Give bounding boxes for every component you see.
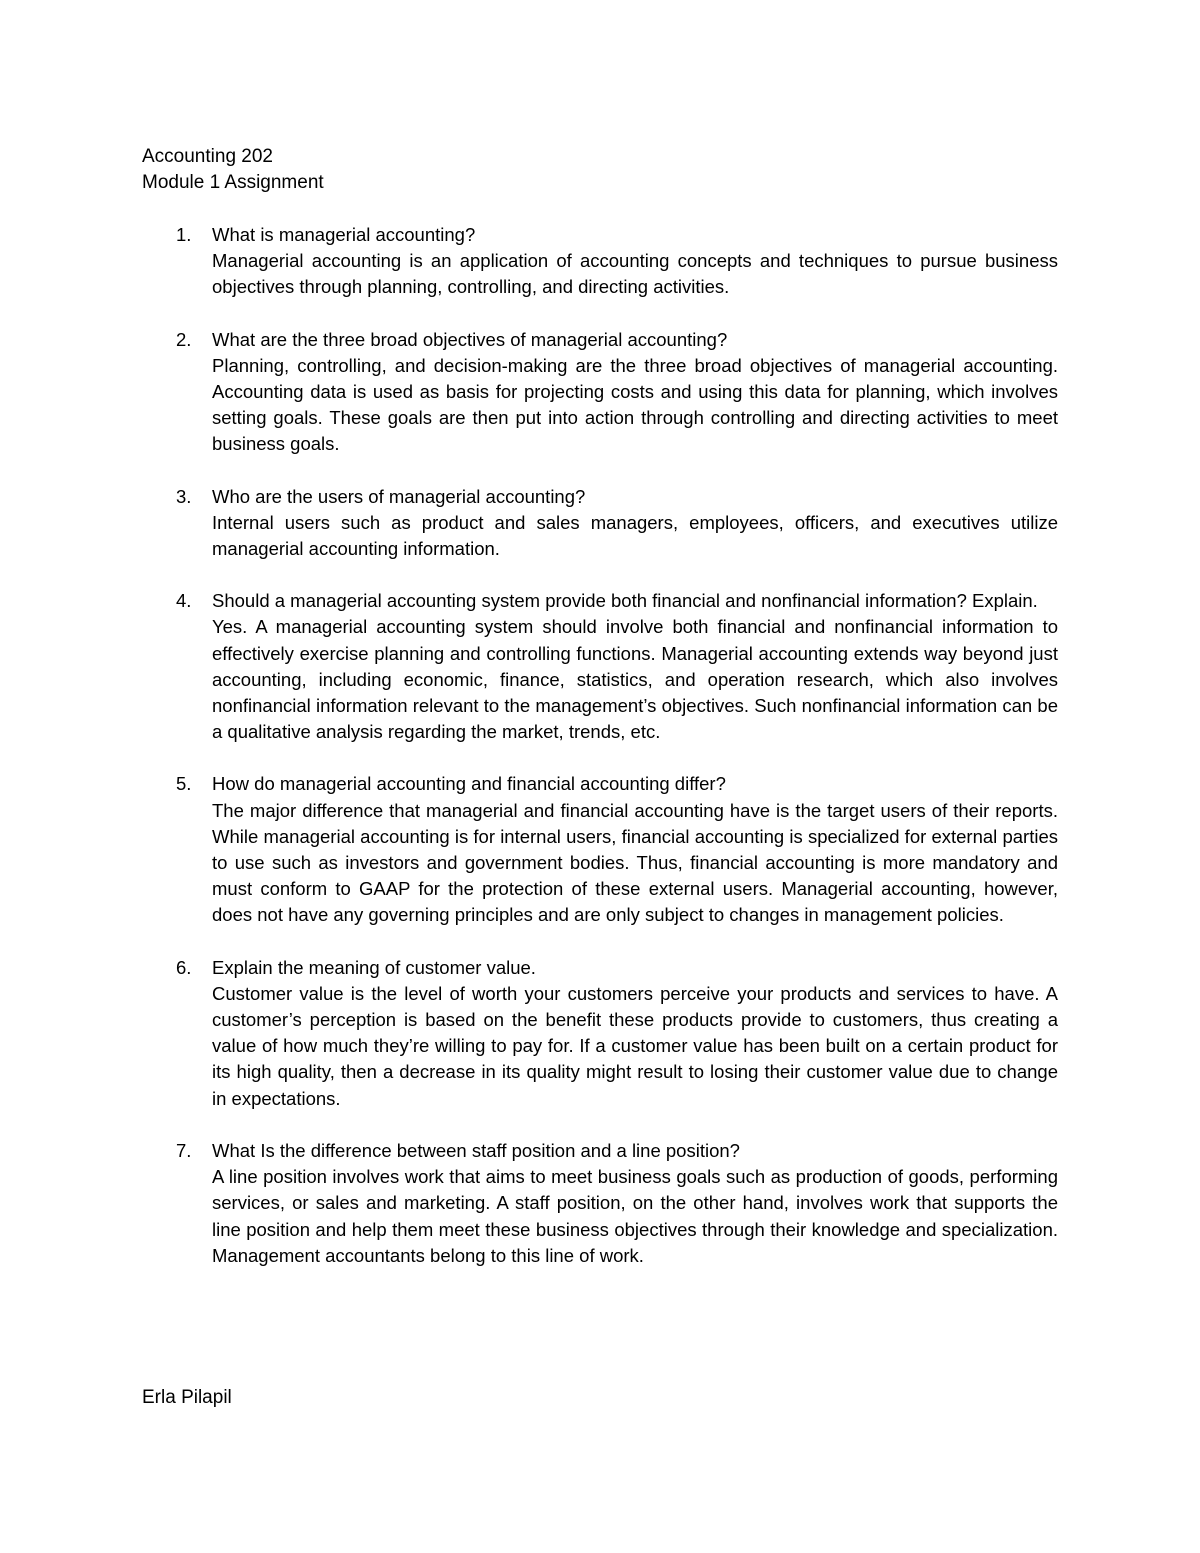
course-title: Accounting 202: [142, 146, 273, 167]
question-number: 2.: [176, 328, 192, 350]
answer-text: A line position involves work that aims to meet business goals such as production of goods, performing services, or sales and marketing. A staff position, on the other hand, involves work that supports the line position and help them meet these business objectives through their knowledge and specialization. Management accountants belong to this line of work.: [212, 1166, 1058, 1266]
question-number: 1.: [176, 224, 192, 245]
question-number: 6.: [176, 956, 192, 978]
question-number: 7.: [176, 1139, 192, 1161]
question-item: [142, 955, 1058, 1112]
question-text: What is managerial accounting?: [212, 224, 476, 245]
question-text: What Is the difference between staff position and a line position?: [212, 1139, 740, 1161]
question-item: [142, 1138, 1058, 1269]
question-text: Who are the users of managerial accounting?: [212, 485, 586, 507]
author-name: Erla Pilapil: [142, 1387, 232, 1408]
question-item: [142, 327, 1058, 458]
question-text: What are the three broad objectives of managerial accounting?: [212, 328, 728, 350]
question-item: [142, 588, 1058, 745]
question-text: Should a managerial accounting system provide both financial and nonfinancial information? Explain.: [212, 590, 1038, 612]
question-text: Explain the meaning of customer value.: [212, 956, 536, 978]
answer-text: Yes. A managerial accounting system should involve both financial and nonfinancial information to effectively exercise planning and controlling functions. Managerial accounting extends way beyond just accounting, including economic, finance, statistics, and operation research, which also involves nonfinancial information relevant to the management’s objectives. Such nonfinancial information can be a qualitative analysis regarding the market, trends, etc.: [212, 616, 1058, 743]
answer-text: Customer value is the level of worth your customers perceive your products and services to have. A customer’s perception is based on the benefit these products provide to customers, thus creating a value of how much they’re willing to pay for. If a customer value has been built on a certain product for its high quality, then a decrease in its quality might result to losing their customer value due to change in expectations.: [212, 982, 1058, 1109]
question-number: 4.: [176, 590, 192, 612]
answer-text: Internal users such as product and sales managers, employees, officers, and executives utilize managerial accounting information.: [212, 511, 1058, 560]
question-item: [142, 484, 1058, 563]
question-item: [142, 771, 1058, 928]
answer-text: Planning, controlling, and decision-making are the three broad objectives of managerial accounting. Accounting data is used as basis for projecting costs and using this data for planning, which involves setting goals. These goals are then put into action through controlling and directing activities to meet business goals.: [212, 354, 1058, 455]
question-item: [142, 222, 1058, 301]
assignment-title: Module 1 Assignment: [142, 172, 324, 193]
document-header: [142, 144, 324, 196]
question-number: 3.: [176, 485, 192, 507]
question-number: 5.: [176, 773, 192, 795]
question-list: [142, 222, 1058, 1295]
answer-text: The major difference that managerial and financial accounting have is the target users of their reports. While managerial accounting is for internal users, financial accounting is specialized for external parties to use such as investors and government bodies. Thus, financial accounting is more mandatory and must conform to GAAP for the protection of these external users. Managerial accounting, however, does not have any governing principles and are only subject to changes in management policies.: [212, 799, 1058, 926]
question-text: How do managerial accounting and financial accounting differ?: [212, 773, 726, 795]
answer-text: Managerial accounting is an application of accounting concepts and techniques to pursue business objectives through planning, controlling, and directing activities.: [212, 250, 1058, 298]
